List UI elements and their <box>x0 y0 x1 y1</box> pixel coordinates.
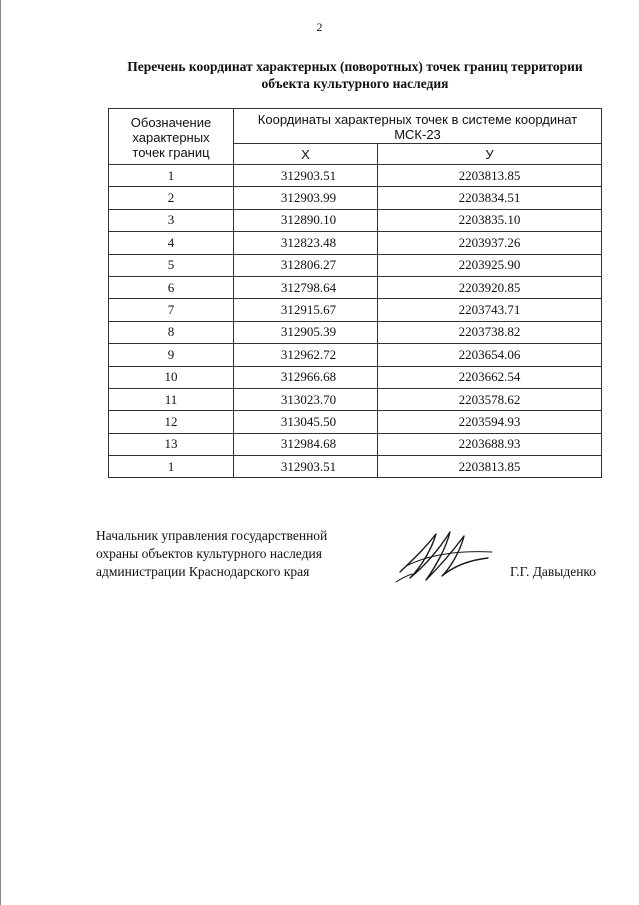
coordinates-table-header <box>109 109 602 165</box>
position-line-2: охраны объектов культурного наследия <box>96 546 322 561</box>
point-designation: 2 <box>109 187 234 209</box>
coordinate-x: 313045.50 <box>234 411 378 433</box>
coordinate-y: 2203835.10 <box>378 209 602 231</box>
coordinate-y: 2203662.54 <box>378 366 602 388</box>
coordinate-x: 312890.10 <box>234 209 378 231</box>
coordinate-x: 312905.39 <box>234 321 378 343</box>
table-row <box>109 433 602 455</box>
coordinate-x: 312984.68 <box>234 433 378 455</box>
table-row <box>109 276 602 298</box>
signature-position <box>96 527 327 581</box>
table-row <box>109 411 602 433</box>
page-number: 2 <box>316 20 323 34</box>
header-coords-line-1: Координаты характерных точек в системе координат <box>257 112 578 127</box>
position-line-1: Начальник управления государственной <box>96 528 328 543</box>
point-designation: 5 <box>109 254 234 276</box>
point-designation: 4 <box>109 232 234 254</box>
point-designation: 6 <box>109 276 234 298</box>
coordinate-x: 312915.67 <box>234 299 378 321</box>
coordinate-x: 312903.99 <box>234 187 378 209</box>
coordinate-y: 2203654.06 <box>378 344 602 366</box>
coordinate-x: 312806.27 <box>234 254 378 276</box>
header-designation-line-2: характерных <box>132 130 210 145</box>
point-designation: 13 <box>109 433 234 455</box>
coordinate-x: 313023.70 <box>234 388 378 410</box>
table-row <box>109 321 602 343</box>
coordinate-y: 2203743.71 <box>378 299 602 321</box>
coordinate-y: 2203920.85 <box>378 276 602 298</box>
point-designation: 3 <box>109 209 234 231</box>
header-designation-line-1: Обозначение <box>130 115 212 130</box>
header-designation-line-3: точек границ <box>132 145 210 160</box>
coordinate-x: 312962.72 <box>234 344 378 366</box>
coordinates-table-body <box>109 165 602 478</box>
table-row <box>109 388 602 410</box>
header-y: У <box>378 144 602 165</box>
coordinate-x: 312966.68 <box>234 366 378 388</box>
coordinate-x: 312903.51 <box>234 165 378 187</box>
table-row <box>109 209 602 231</box>
coordinate-y: 2203813.85 <box>378 456 602 478</box>
page-left-edge <box>0 0 1 905</box>
document-title <box>90 58 620 92</box>
coordinate-y: 2203688.93 <box>378 433 602 455</box>
table-row <box>109 254 602 276</box>
coordinates-table <box>108 108 602 478</box>
table-row <box>109 187 602 209</box>
header-point-designation <box>109 109 234 165</box>
handwritten-signature <box>392 522 496 586</box>
header-row-top <box>109 109 602 144</box>
coordinate-y: 2203834.51 <box>378 187 602 209</box>
coordinate-y: 2203578.62 <box>378 388 602 410</box>
table-row <box>109 456 602 478</box>
point-designation: 7 <box>109 299 234 321</box>
document-title-line-1: Перечень координат характерных (поворотных) точек границ территории <box>127 59 583 74</box>
table-row <box>109 344 602 366</box>
point-designation: 12 <box>109 411 234 433</box>
point-designation: 10 <box>109 366 234 388</box>
point-designation: 11 <box>109 388 234 410</box>
table-row <box>109 299 602 321</box>
coordinate-y: 2203925.90 <box>378 254 602 276</box>
coordinate-x: 312798.64 <box>234 276 378 298</box>
point-designation: 8 <box>109 321 234 343</box>
coordinate-y: 2203937.26 <box>378 232 602 254</box>
coordinate-x: 312903.51 <box>234 456 378 478</box>
coordinate-y: 2203738.82 <box>378 321 602 343</box>
header-coords-line-2: МСК-23 <box>394 127 441 142</box>
position-line-3: администрации Краснодарского края <box>96 564 310 579</box>
point-designation: 9 <box>109 344 234 366</box>
table-row <box>109 366 602 388</box>
coordinate-x: 312823.48 <box>234 232 378 254</box>
header-x: Х <box>234 144 378 165</box>
table-row <box>109 165 602 187</box>
table-row <box>109 232 602 254</box>
coordinate-y: 2203813.85 <box>378 165 602 187</box>
header-coordinates-system <box>234 109 602 144</box>
signer-name: Г.Г. Давыденко <box>510 564 597 579</box>
coordinate-y: 2203594.93 <box>378 411 602 433</box>
document-title-line-2: объекта культурного наследия <box>261 76 449 91</box>
point-designation: 1 <box>109 165 234 187</box>
point-designation: 1 <box>109 456 234 478</box>
